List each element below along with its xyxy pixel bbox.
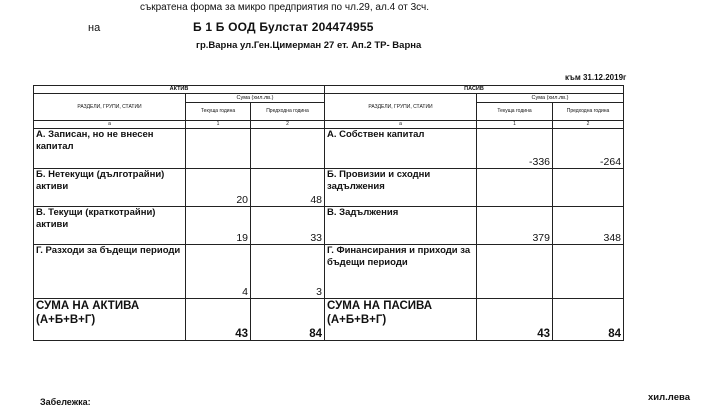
company-address: гр.Варна ул.Ген.Цимерман 27 ет. Ап.2 ТР- Варна (196, 40, 422, 51)
pasiv-row-label: Г. Финансирания и приходи за бъдещи периоди (325, 245, 477, 299)
aktiv-current-year-header: Текуща година (186, 103, 251, 121)
pasiv-total-label: СУМА НА ПАСИВА (А+Б+В+Г) (325, 299, 477, 341)
pasiv-previous-value (553, 169, 624, 207)
company-title: Б 1 Б ООД Булстат 204474955 (193, 20, 374, 34)
aktiv-total-current: 43 (186, 299, 251, 341)
note-label: Забележка: (40, 397, 91, 407)
statement-date: към 31.12.2019г (565, 73, 627, 82)
aktiv-current-value: 4 (186, 245, 251, 299)
aktiv-previous-year-header: Предходна година (251, 103, 325, 121)
aktiv-previous-value: 3 (251, 245, 325, 299)
aktiv-total-previous: 84 (251, 299, 325, 341)
pasiv-row-label: Б. Провизии и сходни задължения (325, 169, 477, 207)
table-row (34, 169, 624, 207)
pasiv-previous-year-header: Предходна година (553, 103, 624, 121)
pasiv-current-value (477, 245, 553, 299)
pasiv-current-value (477, 169, 553, 207)
pasiv-previous-value: -264 (553, 129, 624, 169)
aktiv-index-2: 2 (251, 121, 325, 129)
aktiv-header: АКТИВ (34, 86, 325, 94)
aktiv-row-label: В. Текущи (краткотрайни) активи (34, 207, 186, 245)
pasiv-header: ПАСИВ (325, 86, 624, 94)
aktiv-total-label: СУМА НА АКТИВА (А+Б+В+Г) (34, 299, 186, 341)
aktiv-current-value: 20 (186, 169, 251, 207)
aktiv-previous-value: 33 (251, 207, 325, 245)
pasiv-row-label: А. Собствен капитал (325, 129, 477, 169)
aktiv-row-label: Б. Нетекущи (дълготрайни) активи (34, 169, 186, 207)
pasiv-sum-label: Сума (хил.лв.) (477, 94, 624, 103)
table-row (34, 129, 624, 169)
form-note: съкратена форма за микро предприятия по чл.29, ал.4 от 3сч. (140, 2, 430, 13)
currency-label: хил.лева (648, 392, 690, 403)
aktiv-sum-label: Сума (хил.лв.) (186, 94, 325, 103)
total-row (34, 299, 624, 341)
pasiv-total-previous: 84 (553, 299, 624, 341)
aktiv-previous-value (251, 129, 325, 169)
aktiv-index-1: 1 (186, 121, 251, 129)
pasiv-current-value: -336 (477, 129, 553, 169)
aktiv-row-label: А. Записан, но не внесен капитал (34, 129, 186, 169)
pasiv-row-label: В. Задължения (325, 207, 477, 245)
na-label: на (88, 22, 101, 34)
table-row (34, 207, 624, 245)
aktiv-previous-value: 48 (251, 169, 325, 207)
pasiv-sections-header: РАЗДЕЛИ, ГРУПИ, СТАТИИ (325, 94, 477, 121)
pasiv-index-1: 1 (477, 121, 553, 129)
aktiv-current-value: 19 (186, 207, 251, 245)
aktiv-current-value (186, 129, 251, 169)
aktiv-sections-header: РАЗДЕЛИ, ГРУПИ, СТАТИИ (34, 94, 186, 121)
pasiv-index-a: а (325, 121, 477, 129)
pasiv-previous-value (553, 245, 624, 299)
aktiv-index-a: а (34, 121, 186, 129)
pasiv-total-current: 43 (477, 299, 553, 341)
aktiv-row-label: Г. Разходи за бъдещи периоди (34, 245, 186, 299)
pasiv-current-year-header: Текуща година (477, 103, 553, 121)
table-row (34, 245, 624, 299)
balance-sheet-table (33, 85, 624, 341)
pasiv-index-2: 2 (553, 121, 624, 129)
pasiv-previous-value: 348 (553, 207, 624, 245)
pasiv-current-value: 379 (477, 207, 553, 245)
